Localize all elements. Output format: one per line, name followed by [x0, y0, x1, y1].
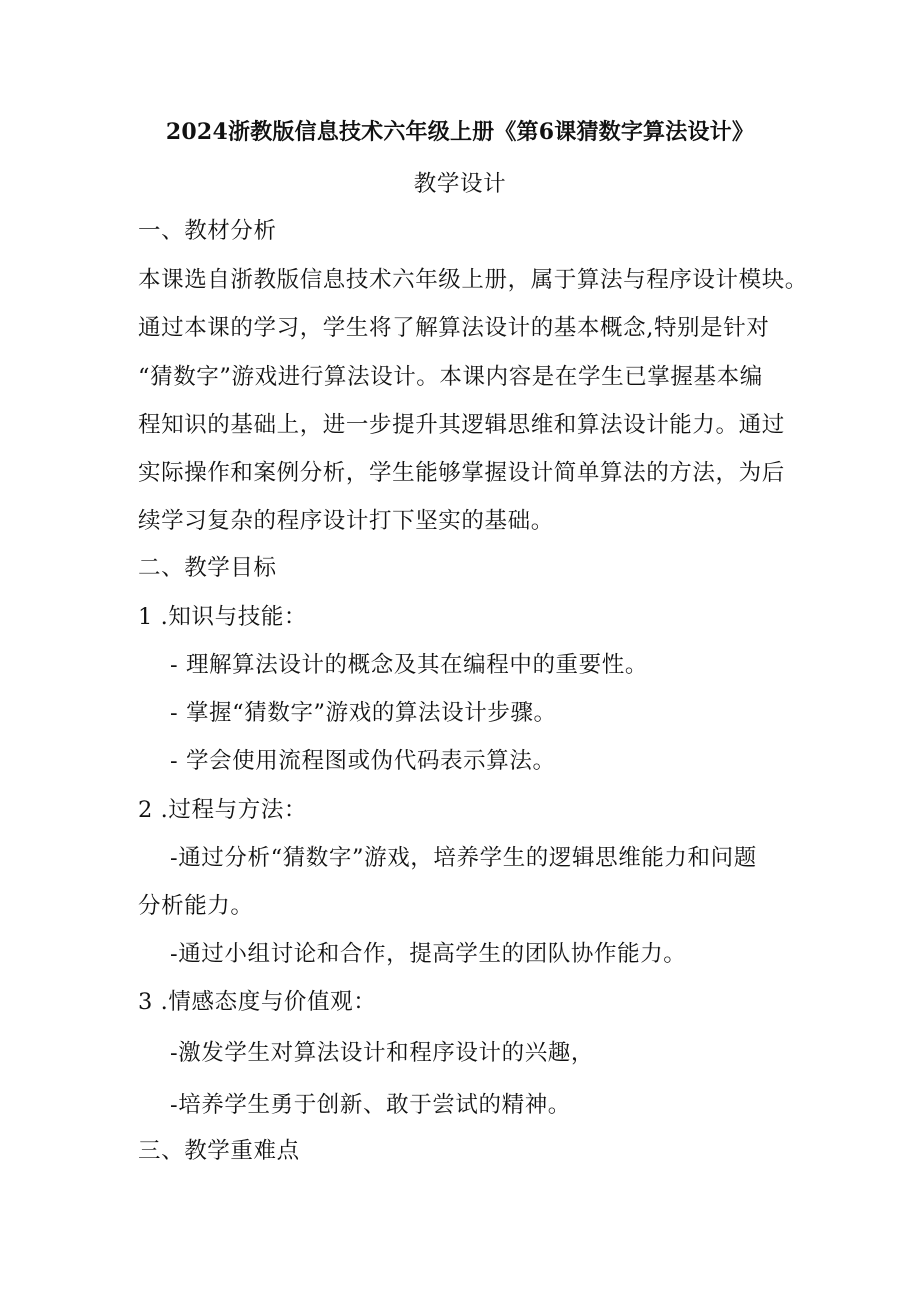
section-heading-key-points: 三、教学重难点	[138, 1138, 300, 1164]
goal-item: -通过小组讨论和合作，提高学生的团队协作能力。	[170, 941, 687, 967]
goal-item: -培养学生勇于创新、敢于尝试的精神。	[170, 1092, 571, 1118]
goal-item: -通过分析“猜数字”游戏，培养学生的逻辑思维能力和问题	[170, 845, 757, 871]
section-heading-objectives: 二、教学目标	[138, 555, 277, 581]
goal-item: - 理解算法设计的概念及其在编程中的重要性。	[170, 652, 648, 678]
goal-item-continuation: 分析能力。	[138, 893, 254, 919]
document-title: 2024浙教版信息技术六年级上册《第6课猜数字算法设计》	[165, 119, 755, 145]
paragraph-line: “猜数字”游戏进行算法设计。本课内容是在学生已掌握基本编	[138, 364, 763, 390]
section-heading-analysis: 一、教材分析	[138, 218, 277, 244]
paragraph-line: 本课选自浙教版信息技术六年级上册，属于算法与程序设计模块。	[138, 267, 808, 293]
goal-item: - 学会使用流程图或伪代码表示算法。	[170, 748, 556, 774]
paragraph-line: 程知识的基础上，进一步提升其逻辑思维和算法设计能力。通过	[138, 412, 785, 438]
document-subtitle: 教学设计	[413, 171, 507, 197]
paragraph-line: 通过本课的学习，学生将了解算法设计的基本概念,特别是针对	[138, 315, 770, 341]
goal-label-process: 2 .过程与方法：	[138, 797, 308, 823]
goal-item: -激发学生对算法设计和程序设计的兴趣，	[170, 1040, 595, 1066]
paragraph-line: 实际操作和案例分析，学生能够掌握设计简单算法的方法，为后	[138, 460, 785, 486]
goal-item: - 掌握“猜数字”游戏的算法设计步骤。	[170, 700, 557, 726]
goal-label-knowledge: 1 .知识与技能：	[138, 604, 308, 630]
goal-label-attitude: 3 .情感态度与价值观：	[138, 989, 377, 1015]
paragraph-line: 续学习复杂的程序设计打下坚实的基础。	[138, 508, 554, 534]
